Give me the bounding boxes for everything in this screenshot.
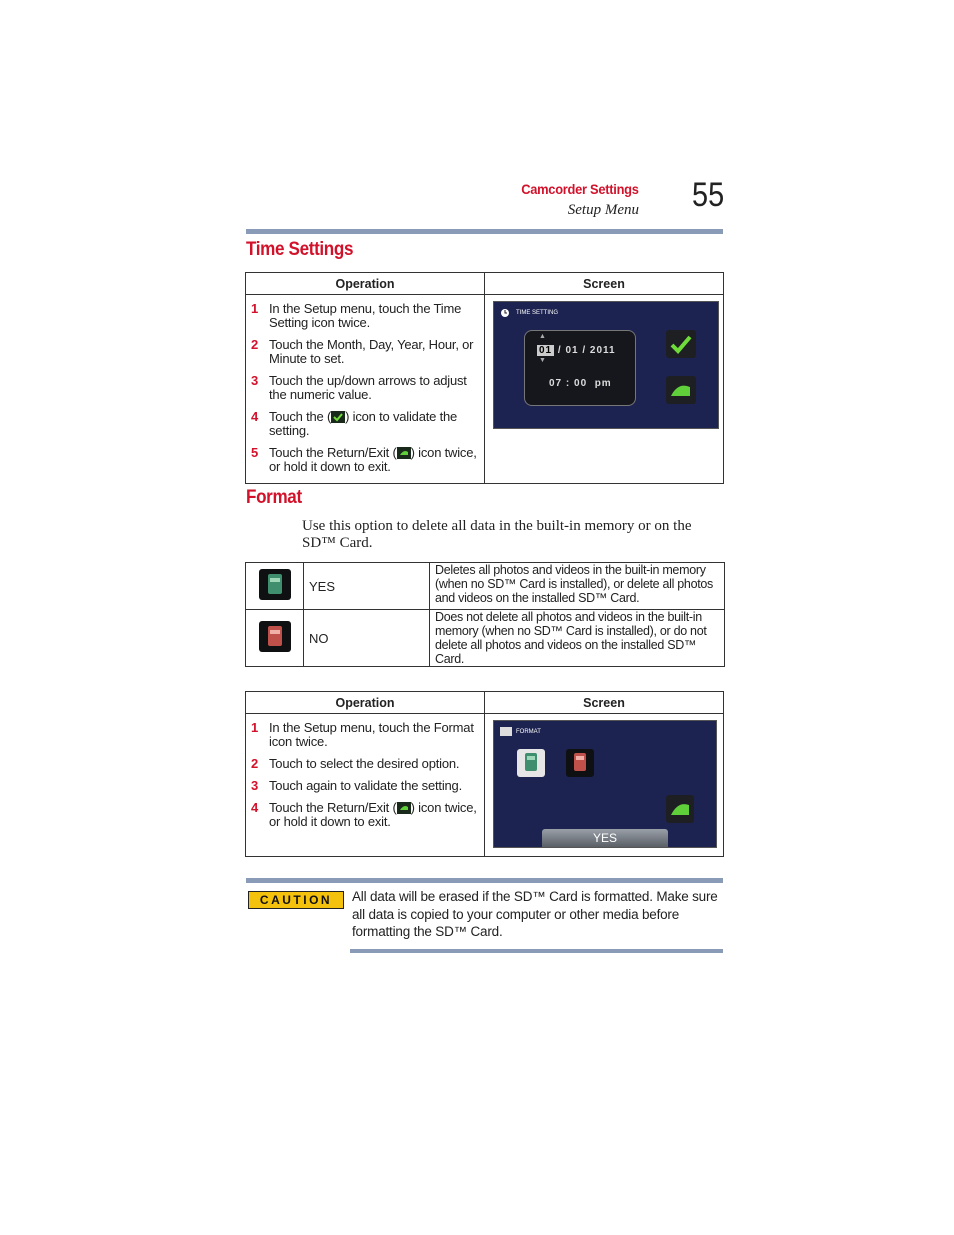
caution-top-rule — [246, 878, 723, 883]
list-item: 2 Touch the Month, Day, Year, Hour, or Minute to set. — [251, 337, 474, 366]
section-title: Camcorder Settings — [521, 181, 639, 197]
format-steps-table — [245, 691, 724, 857]
format-heading: Format — [246, 487, 302, 508]
format-no-icon[interactable] — [566, 749, 594, 777]
option-label: NO — [304, 610, 430, 667]
return-icon — [397, 447, 411, 459]
list-item: 2 Touch to select the desired option. — [251, 756, 460, 771]
option-desc: Deletes all photos and videos in the built-in memory (when no SD™ Card is installed), or delete all photos and videos on the installed SD™ Card. — [430, 563, 725, 610]
datetime-panel — [524, 330, 636, 406]
col-screen: Screen — [485, 273, 724, 295]
col-operation: Operation — [246, 692, 485, 714]
checkmark-icon — [331, 411, 345, 423]
subsection-title: Setup Menu — [567, 202, 639, 218]
time-row[interactable]: 07 : 00 pm — [549, 378, 612, 389]
list-item: 4 Touch the Return/Exit ( ) icon twice, or hold it down to exit. — [251, 800, 477, 829]
format-icon — [500, 727, 512, 736]
time-setting-screen — [493, 301, 719, 429]
caution-bottom-rule — [350, 949, 723, 953]
return-icon[interactable] — [666, 376, 696, 404]
format-no-icon — [259, 621, 291, 652]
time-settings-table — [245, 272, 724, 484]
table-row — [246, 563, 725, 610]
format-screen — [493, 720, 717, 848]
operation-cell — [246, 295, 485, 484]
list-item: 1 In the Setup menu, touch the Format icon twice. — [251, 720, 474, 749]
caution-badge: CAUTION — [248, 891, 344, 909]
return-icon[interactable] — [666, 795, 694, 823]
table-row — [246, 610, 725, 667]
format-steps-list — [247, 715, 483, 829]
list-item: 3 Touch again to validate the setting. — [251, 778, 462, 793]
list-item: 1 In the Setup menu, touch the Time Setting icon twice. — [251, 301, 462, 330]
format-yes-icon — [259, 569, 291, 600]
selected-option-bar: YES — [542, 829, 668, 847]
list-item: 4 Touch the ( ) icon to validate the setting. — [251, 409, 458, 438]
list-item: 5 Touch the Return/Exit ( ) icon twice, or hold it down to exit. — [251, 445, 477, 474]
format-yes-icon[interactable] — [517, 749, 545, 777]
option-desc: Does not delete all photos and videos in the built-in memory (when no SD™ Card is installed), or do not delete all photos and videos on the installed SD™ Card. — [430, 610, 725, 667]
screen-cell — [485, 714, 724, 857]
icon-cell — [246, 610, 304, 667]
list-item: 3 Touch the up/down arrows to adjust the numeric value. — [251, 373, 467, 402]
month-field[interactable]: 01 — [539, 345, 553, 356]
up-arrow-icon[interactable]: ▲ — [539, 333, 546, 340]
date-rest[interactable]: / 01 / 2011 — [557, 345, 616, 356]
format-options-table — [245, 562, 725, 667]
option-label: YES — [304, 563, 430, 610]
page-number: 55 — [692, 176, 725, 214]
caution-text: All data will be erased if the SD™ Card is formatted. Make sure all data is copied to your computer or other media before formatting the SD™ Card. — [352, 889, 718, 939]
format-intro: Use this option to delete all data in the built-in memory or on the SD™ Card. — [302, 518, 692, 551]
clock-icon — [500, 308, 510, 318]
operation-cell — [246, 714, 485, 857]
col-screen: Screen — [485, 692, 724, 714]
header-rule — [246, 229, 723, 234]
date-row — [537, 345, 616, 356]
screen-title: TIME SETTING — [516, 310, 558, 316]
down-arrow-icon[interactable]: ▼ — [539, 357, 546, 364]
col-operation: Operation — [246, 273, 485, 295]
screen-title: FORMAT — [516, 729, 541, 735]
checkmark-icon[interactable] — [666, 330, 696, 358]
screen-cell — [485, 295, 724, 484]
icon-cell — [246, 563, 304, 610]
time-settings-heading: Time Settings — [246, 239, 354, 260]
return-icon — [397, 802, 411, 814]
time-steps-list — [247, 296, 483, 474]
